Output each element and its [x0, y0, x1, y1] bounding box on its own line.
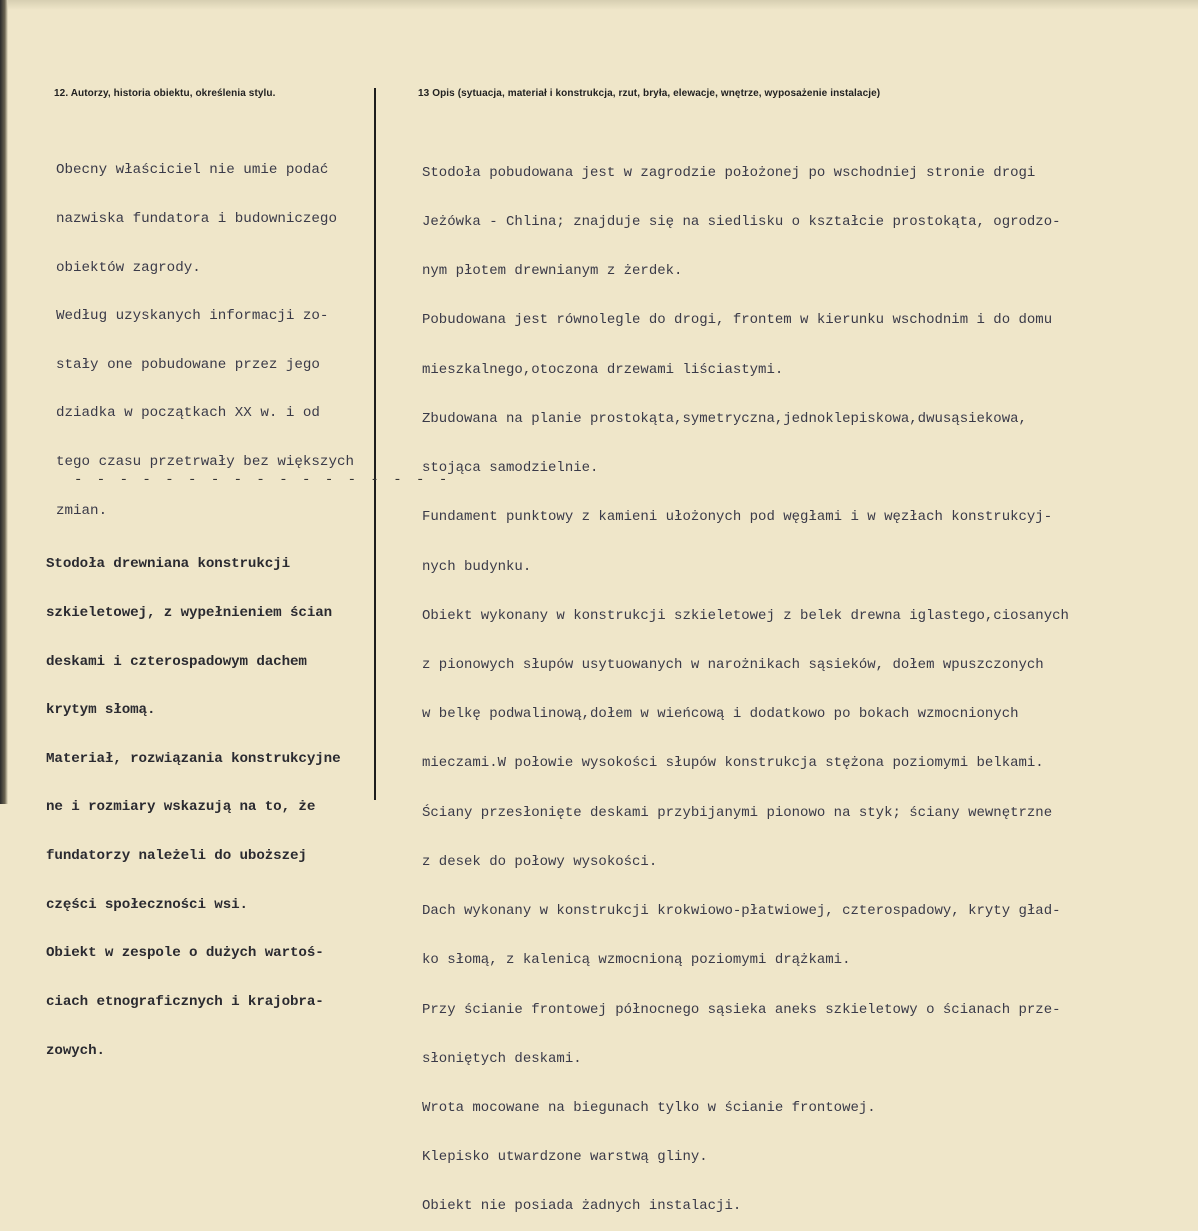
text-line: tego czasu przetrwały bez większych — [56, 454, 354, 471]
text-line: Stodoła pobudowana jest w zagrodzie położonej po wschodniej stronie drogi — [422, 164, 1036, 181]
description-text — [422, 132, 1069, 1231]
page-left-edge — [0, 0, 8, 804]
text-line: zowych. — [46, 1042, 105, 1059]
text-line: Klepisko utwardzone warstwą gliny. — [422, 1149, 708, 1166]
text-line: nych budynku. — [422, 558, 532, 575]
text-line: w belkę podwalinową,dołem w wieńcową i dodatkowo po bokach wzmocnionych — [422, 706, 1019, 723]
text-line: Stodoła drewniana konstrukcji — [46, 556, 291, 573]
text-line: z desek do połowy wysokości. — [422, 853, 658, 870]
section-12-heading: 12. Autorzy, historia obiektu, określenia stylu. — [54, 88, 276, 99]
text-line: Pobudowana jest równolegle do drogi, frontem w kierunku wschodnim i do domu — [422, 312, 1053, 329]
text-line: fundatorzy należeli do uboższej — [46, 848, 307, 865]
dashed-separator: - - - - - - - - - - - - - - - - - — [74, 472, 451, 488]
text-line: krytym słomą. — [46, 702, 156, 719]
text-line: stały one pobudowane przez jego — [56, 356, 320, 373]
text-line: Wrota mocowane na biegunach tylko w ścianie frontowej. — [422, 1099, 876, 1116]
text-line: Obiekt w zespole o dużych wartoś- — [46, 945, 324, 962]
text-line: szkieletowej, z wypełnieniem ścian — [46, 605, 333, 622]
text-line: Obiekt nie posiada żadnych instalacji. — [422, 1198, 742, 1215]
text-line: nym płotem drewnianym z żerdek. — [422, 263, 683, 280]
text-line: mieczami.W połowie wysokości słupów konstrukcja stężona poziomymi belkami. — [422, 755, 1044, 772]
section-13-heading: 13 Opis (sytuacja, materiał i konstrukcja, rzut, bryła, elewacje, wnętrze, wyposażenie instalacje) — [418, 88, 881, 99]
text-line: Dach wykonany w konstrukcji krokwiowo-płatwiowej, czterospadowy, kryty gład- — [422, 903, 1061, 920]
text-line: obiektów zagrody. — [56, 259, 201, 276]
text-line: Materiał, rozwiązania konstrukcyjne — [46, 750, 341, 767]
text-line: Według uzyskanych informacji zo- — [56, 308, 329, 325]
column-divider — [374, 88, 376, 800]
text-line: ciach etnograficznych i krajobra- — [46, 993, 324, 1010]
text-line: ko słomą, z kalenicą wzmocnioną poziomymi drążkami. — [422, 952, 851, 969]
text-line: zmian. — [56, 502, 108, 519]
text-line: ne i rozmiary wskazują na to, że — [46, 799, 316, 816]
text-line: deskami i czterospadowym dachem — [46, 653, 307, 670]
text-line: Obiekt wykonany w konstrukcji szkieletowej z belek drewna iglastego,ciosanych — [422, 607, 1069, 624]
text-line: Ściany przesłonięte deskami przybijanymi pionowo na styk; ściany wewnętrzne — [422, 804, 1053, 821]
text-line: Zbudowana na planie prostokąta,symetryczna,jednoklepiskowa,dwusąsiekowa, — [422, 410, 1027, 427]
style-assessment-text — [46, 524, 341, 1075]
text-line: mieszkalnego,otoczona drzewami liściastymi. — [422, 361, 784, 378]
text-line: Przy ścianie frontowej północnego sąsieka aneks szkieletowy o ścianach prze- — [422, 1001, 1061, 1018]
text-line: części społeczności wsi. — [46, 896, 248, 913]
text-line: Fundament punktowy z kamieni ułożonych pod węgłami i w węzłach konstrukcyj- — [422, 509, 1053, 526]
text-line: nazwiska fundatora i budowniczego — [56, 211, 337, 228]
text-line: słoniętych deskami. — [422, 1050, 582, 1067]
text-line: stojąca samodzielnie. — [422, 460, 599, 477]
text-line: Jeżówka - Chlina; znajduje się na siedlisku o kształcie prostokąta, ogrodzo- — [422, 214, 1061, 231]
text-line: Obecny właściciel nie umie podać — [56, 162, 329, 179]
text-line: dziadka w początkach XX w. i od — [56, 405, 320, 422]
text-line: z pionowych słupów usytuowanych w narożnikach sąsieków, dołem wpuszczonych — [422, 657, 1044, 673]
page-top-edge — [0, 0, 1198, 10]
